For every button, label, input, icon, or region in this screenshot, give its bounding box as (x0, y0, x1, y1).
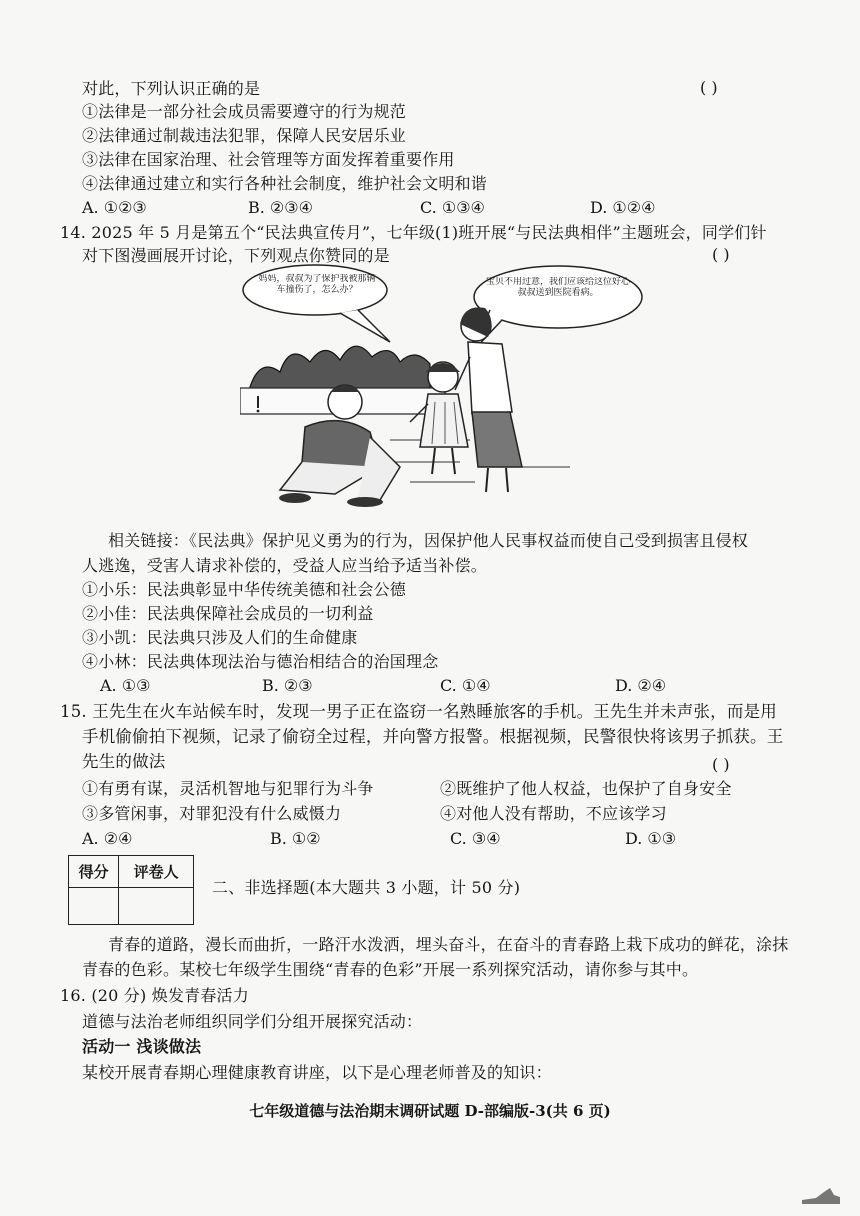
q13-stem-tail: 对此，下列认识正确的是 (82, 79, 261, 98)
q14-link-line1: 相关链接：《民法典》保护见义勇为的行为，因保护他人民事权益而使自己受到损害且侵权 (108, 531, 749, 550)
q15-item-3: ③多管闲事，对罪犯没有什么威慑力 (82, 804, 342, 823)
q13-item-4: ④法律通过建立和实行各种社会制度，维护社会文明和谐 (82, 174, 488, 193)
q14-item-4: ④小林：民法典体现法治与德治相结合的治国理念 (82, 652, 439, 671)
q13-item-1: ①法律是一部分社会成员需要遵守的行为规范 (82, 102, 407, 121)
q15-stem-line2: 手机偷偷拍下视频，记录了偷窃全过程，并向警方报警。根据视频，民警很快将该男子抓获。王 (82, 727, 784, 746)
grader-cell (119, 888, 194, 925)
section2-intro-line2: 青春的色彩。某校七年级学生围绕“青春的色彩”开展一系列探究活动，请你参与其中。 (82, 960, 699, 979)
q15-stem-line3: 先生的做法 (82, 752, 166, 771)
q14-option-a: A. ①③ (100, 676, 151, 695)
q15-answer-paren: ( ) (712, 755, 730, 774)
q13-option-b: B. ②③④ (248, 198, 313, 217)
q13-answer-paren: ( ) (700, 78, 718, 97)
speech-bubble-right (472, 266, 642, 352)
section2-intro-line1: 青春的道路，漫长而曲折，一路汗水泼洒，埋头奋斗，在奋斗的青春路上栽下成功的鲜花，涂抹 (108, 935, 789, 954)
scan-corner-mark (800, 1186, 842, 1206)
q13-option-a: A. ①②③ (82, 198, 147, 217)
q13-item-3: ③法律在国家治理、社会管理等方面发挥着重要作用 (82, 150, 455, 169)
q13-item-2: ②法律通过制裁违法犯罪，保障人民安居乐业 (82, 126, 407, 145)
q15-stem-line1: 15. 王先生在火车站候车时，发现一男子正在盗窃一名熟睡旅客的手机。王先生并未声张，而是用 (60, 702, 777, 721)
mother-figure (455, 307, 522, 492)
q14-stem-line1: 14. 2025 年 5 月是第五个“民法典宣传月”，七年级(1)班开展“与民法典相伴”主题班会，同学们针 (60, 223, 767, 242)
q15-option-d: D. ①③ (625, 829, 677, 848)
q14-option-d: D. ②④ (615, 676, 667, 695)
q14-option-c: C. ①④ (440, 676, 491, 695)
q13-option-d: D. ①②④ (590, 198, 656, 217)
score-cell (69, 888, 119, 925)
q15-option-a: A. ②④ (82, 829, 133, 848)
q13-option-c: C. ①③④ (420, 198, 485, 217)
q16-line2: 某校开展青春期心理健康教育讲座，以下是心理老师普及的知识： (82, 1063, 552, 1082)
q15-item-2: ②既维护了他人权益，也保护了自身安全 (440, 779, 732, 798)
q16-title: 16. (20 分) 焕发青春活力 (60, 986, 249, 1005)
q14-item-3: ③小凯：民法典只涉及人们的生命健康 (82, 628, 358, 647)
q15-option-c: C. ③④ (450, 829, 501, 848)
q15-option-b: B. ①② (270, 829, 321, 848)
q14-item-2: ②小佳：民法典保障社会成员的一切利益 (82, 604, 374, 623)
q14-link-line2: 人逃逸，受害人请求补偿的，受益人应当给予适当补偿。 (82, 556, 488, 575)
q16-line1: 道德与法治老师组织同学们分组开展探究活动： (82, 1012, 423, 1031)
page-footer: 七年级道德与法治期末调研试题 D-部编版-3(共 6 页) (249, 1102, 611, 1120)
q14-item-1: ①小乐：民法典彰显中华传统美德和社会公德 (82, 580, 407, 599)
q15-item-4: ④对他人没有帮助，不应该学习 (440, 804, 667, 823)
q15-item-1: ①有勇有谋，灵活机智地与犯罪行为斗争 (82, 779, 374, 798)
score-header: 得分 (69, 856, 119, 888)
comic-illustration (240, 262, 660, 510)
bubble-right-text: 宝贝不用过意，我们应该给这位好心叔叔送到医院看病。 (486, 277, 630, 298)
q16-activity-heading: 活动一 浅谈做法 (82, 1037, 202, 1056)
section2-title: 二、非选择题(本大题共 3 小题，计 50 分) (212, 878, 521, 897)
q14-stem-line2: 对下图漫画展开讨论，下列观点你赞同的是 (82, 246, 390, 265)
q14-option-b: B. ②③ (262, 676, 313, 695)
score-box (68, 855, 194, 925)
speech-bubble-left (243, 265, 390, 342)
q14-answer-paren: ( ) (712, 245, 730, 264)
grader-header: 评卷人 (119, 856, 194, 888)
bubble-left-text: 妈妈，叔叔为了保护我被那辆车撞伤了，怎么办？ (258, 274, 376, 295)
